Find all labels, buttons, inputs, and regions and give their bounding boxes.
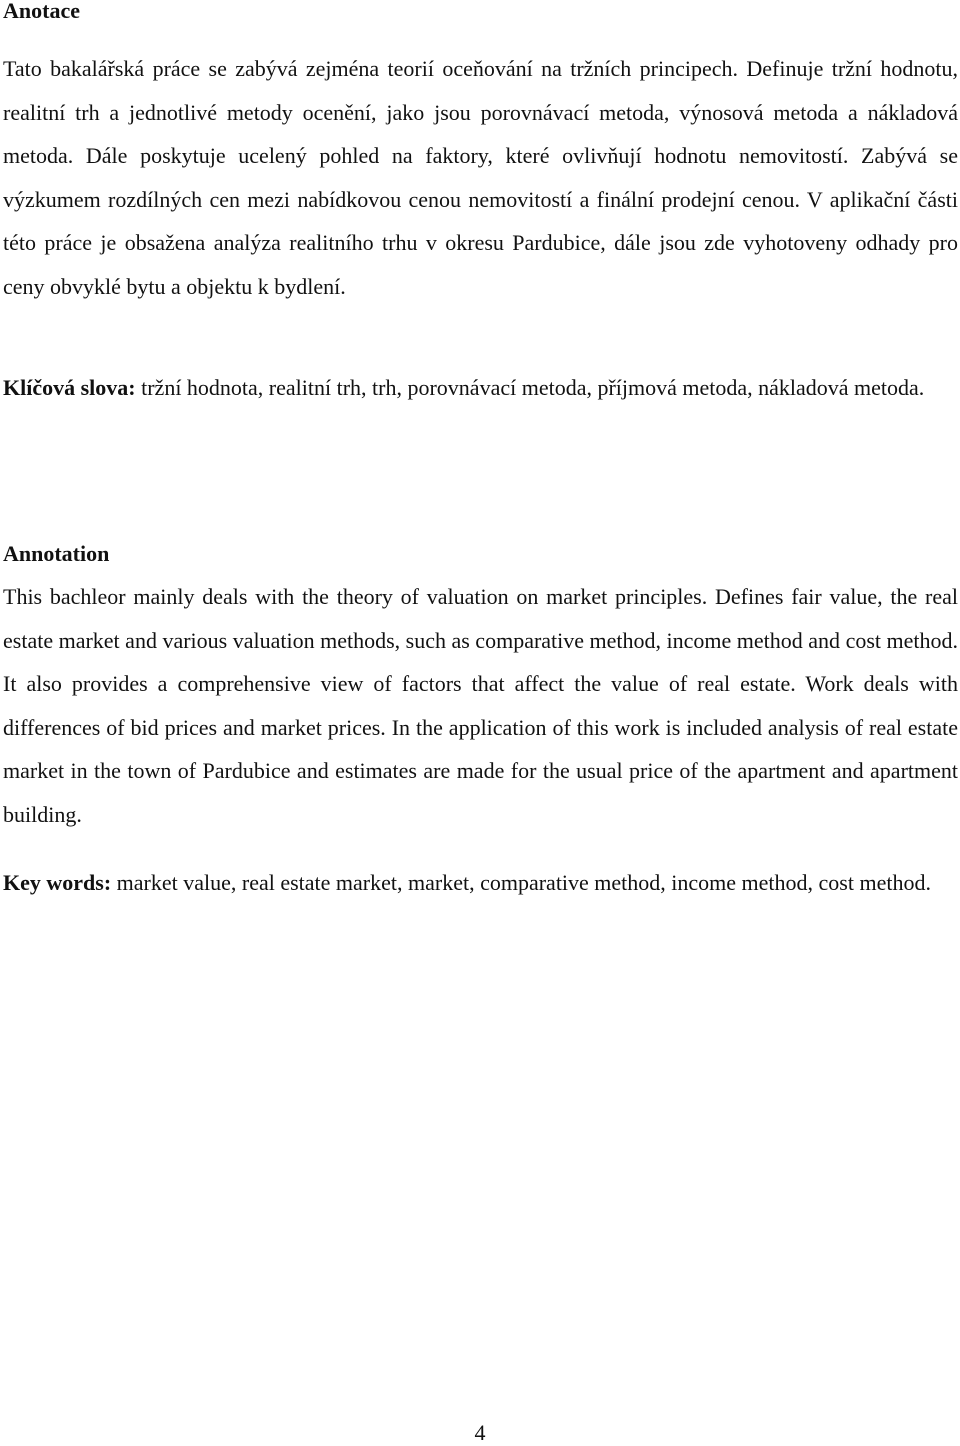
english-keywords-label: Key words: bbox=[3, 870, 112, 895]
english-keywords-text: market value, real estate market, market, comparative method, income method, cost method. bbox=[111, 870, 931, 895]
english-keywords bbox=[3, 868, 958, 898]
czech-heading: Anotace bbox=[3, 0, 80, 23]
czech-keywords bbox=[3, 368, 958, 408]
czech-keywords-label: Klíčová slova: bbox=[3, 375, 136, 400]
page-number: 4 bbox=[474, 1420, 486, 1445]
english-abstract-paragraph: This bachleor mainly deals with the theory of valuation on market principles. Defines fair value, the real estate market and various valuation methods, such as comparative method, income method and cost method. It also provides a comprehensive view of factors that affect the value of real estate. Work deals with differences of bid prices and market prices. In the application of this work is included analysis of real estate market in the town of Pardubice and estimates are made for the usual price of the apartment and apartment building. bbox=[3, 584, 958, 827]
english-heading: Annotation bbox=[3, 541, 110, 566]
czech-keywords-text: tržní hodnota, realitní trh, trh, porovnávací metoda, příjmová metoda, nákladová metoda. bbox=[135, 375, 925, 400]
czech-abstract-paragraph: Tato bakalářská práce se zabývá zejména teorií oceňování na tržních principech. Definuje tržní hodnotu, realitní trh a jednotlivé metody ocenění, jako jsou porovnávací metoda, výnosová metoda a nákladová metoda. Dále poskytuje ucelený pohled na faktory, které ovlivňují hodnotu nemovitostí. Zabývá se výzkumem rozdílných cen mezi nabídkovou cenou nemovitostí a finální prodejní cenou. V aplikační části této práce je obsažena analýza realitního trhu v okresu Pardubice, dále jsou zde vyhotoveny odhady pro ceny obvyklé bytu a objektu k bydlení. bbox=[3, 56, 958, 299]
